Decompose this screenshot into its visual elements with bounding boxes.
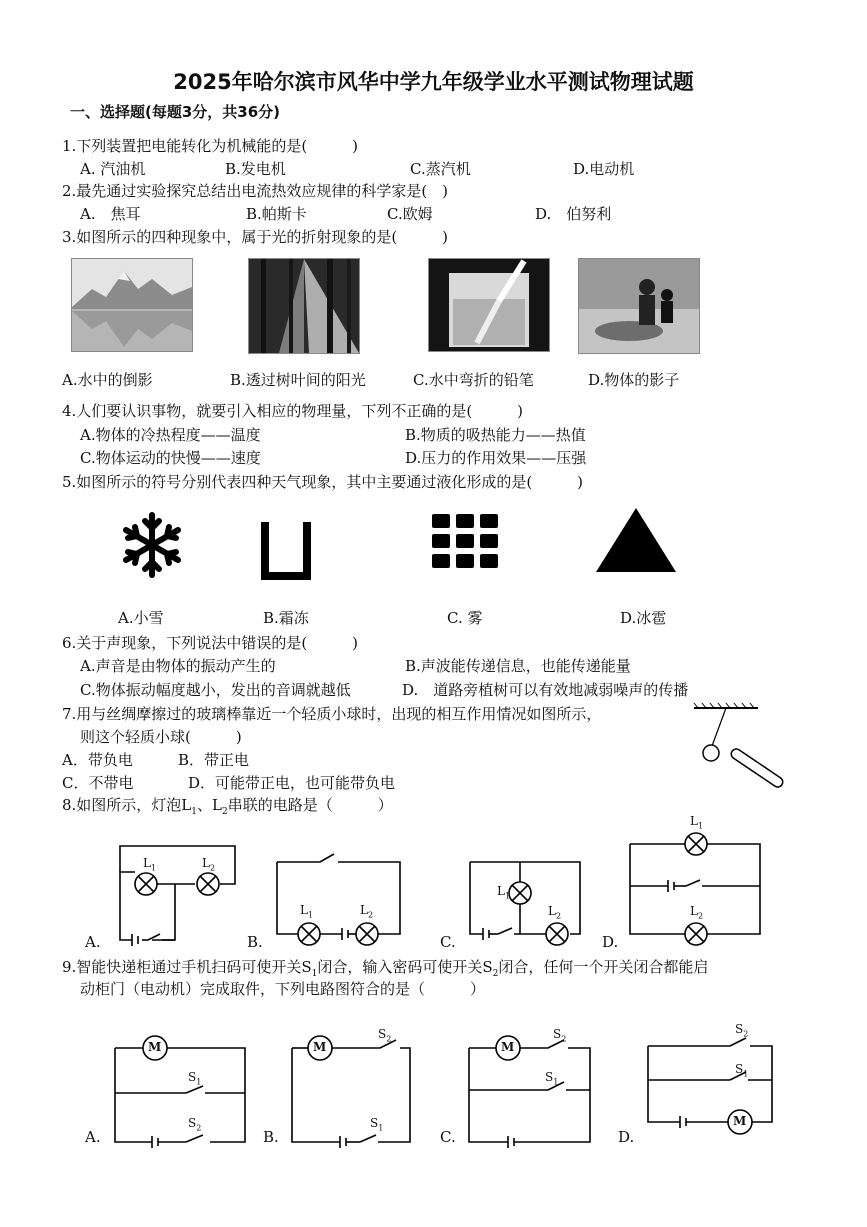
q2-option-c: C.欧姆 [387,205,433,223]
q8-stem-mid: 、L [197,796,222,814]
question-7-stem: 7.用与丝绸摩擦过的玻璃棒靠近一个轻质小球时，出现的相互作用情况如图所示， [62,705,602,723]
q8b-lamp1-label: $L_1$ [300,903,314,920]
q9c-s1-label: $S_1$ [545,1070,559,1087]
q3-option-d: D.物体的影子 [588,371,680,389]
q1-option-a: A. 汽油机 [80,160,146,178]
snowflake-icon [122,510,182,580]
q5-option-c: C. 雾 [447,609,483,627]
q7-option-a: A．带负电 [62,751,133,769]
question-6-stem: 6.关于声现象，下列说法中错误的是( ) [62,634,359,652]
q7-option-b: B．带正电 [178,751,250,769]
q5-option-b: B.霜冻 [263,609,309,627]
q4-option-c: C.物体运动的快慢——速度 [80,449,261,467]
question-9-stem-cont: 动柜门（电动机）完成取件，下列电路图符合的是（ ） [80,980,486,998]
q8-label-a: A. [85,933,101,951]
question-7-stem-cont: 则这个轻质小球( ) [80,728,242,746]
question-3-stem: 3.如图所示的四种现象中，属于光的折射现象的是( ) [62,228,449,246]
q8-sub-2: 2 [221,807,228,817]
page-title: 2025年哈尔滨市风华中学九年级学业水平测试物理试题 [173,70,694,94]
q9-label-a: A. [85,1128,101,1146]
q7-option-d: D．可能带正电，也可能带负电 [188,774,396,792]
q9-label-d: D. [618,1128,635,1146]
fog-icon [432,514,502,570]
q1-option-d: D.电动机 [573,160,635,178]
section-heading: 一、选择题(每题3分，共36分) [70,103,281,121]
q6-option-a: A.声音是由物体的振动产生的 [80,657,276,675]
hail-icon [596,508,676,572]
shadow-image [578,258,700,354]
mountain-reflection-image [71,258,193,352]
q1-option-c: C.蒸汽机 [410,160,471,178]
q6-option-b: B.声波能传递信息，也能传递能量 [405,657,631,675]
q9b-motor-label: M [313,1040,327,1054]
q9b-s2-label: $S_2$ [378,1027,392,1044]
q8-label-d: D. [602,933,619,951]
q8-label-b: B. [247,933,263,951]
q6-option-d: D. 道路旁植树可以有效地减弱噪声的传播 [402,681,689,699]
q8-label-c: C. [440,933,456,951]
q7-option-c: C．不带电 [62,774,134,792]
question-5-stem: 5.如图所示的符号分别代表四种天气现象，其中主要通过液化形成的是( ) [62,473,584,491]
q1-option-b: B.发电机 [225,160,286,178]
q9-label-c: C. [440,1128,456,1146]
q8c-lamp1-label: $L_1$ [497,884,511,901]
q5-option-a: A.小雪 [118,609,164,627]
question-9-stem: 9.智能快递柜通过手机扫码可使开关$S_1$闭合，输入密码可使开关$S_2$闭合，任何一个开关闭合都能启 [62,958,709,979]
frost-icon [261,522,311,580]
q8c-lamp2-label: $L_2$ [548,904,562,921]
q9c-s2-label: $S_2$ [553,1027,567,1044]
q2-option-a: A. 焦耳 [80,205,141,223]
q8d-lamp2-label: $L_2$ [690,904,704,921]
q9d-s1-label: $S_1$ [735,1062,749,1079]
q8a-lamp2-label: $L_2$ [202,856,216,873]
q8-stem-post: 串联的电路是（ ） [227,796,393,814]
q2-option-b: B.帕斯卡 [246,205,307,223]
q3-option-b: B.透过树叶间的阳光 [230,371,366,389]
q8a-lamp1-label: $L_1$ [143,856,157,873]
q4-option-d: D.压力的作用效果——压强 [405,449,587,467]
q3-option-a: A.水中的倒影 [62,371,153,389]
question-1-stem: 1.下列装置把电能转化为机械能的是( ) [62,137,359,155]
q8-circuit-diagrams [80,812,780,952]
q8b-lamp2-label: $L_2$ [360,903,374,920]
q3-option-c: C.水中弯折的铅笔 [413,371,534,389]
question-4-stem: 4.人们要认识事物，就要引入相应的物理量，下列不正确的是( ) [62,402,524,420]
question-2-stem: 2.最先通过实验探究总结出电流热效应规律的科学家是( ) [62,182,449,200]
q9a-motor-label: M [148,1040,162,1054]
q9a-s2-label: $S_2$ [188,1116,202,1133]
q4-option-b: B.物质的吸热能力——热值 [405,426,586,444]
q9d-s2-label: $S_2$ [735,1022,749,1039]
q9d-motor-label: M [733,1114,747,1128]
q8-stem-pre: 8.如图所示，灯泡L [62,796,192,814]
q4-option-a: A.物体的冷热程度——温度 [80,426,261,444]
q8d-lamp1-label: $L_1$ [690,814,704,831]
q2-option-d: D. 伯努利 [535,205,612,223]
q8-sub-1: 1 [191,807,198,817]
q9a-s1-label: $S_1$ [188,1070,202,1087]
charged-ball-diagram [690,702,790,788]
q9b-s1-label: $S_1$ [370,1116,384,1133]
q9-label-b: B. [263,1128,279,1146]
forest-sunlight-image [248,258,360,354]
pencil-in-water-image [428,258,550,352]
q6-option-c: C.物体振动幅度越小，发出的音调就越低 [80,681,351,699]
q5-option-d: D.冰雹 [620,609,667,627]
q9c-motor-label: M [501,1040,515,1054]
